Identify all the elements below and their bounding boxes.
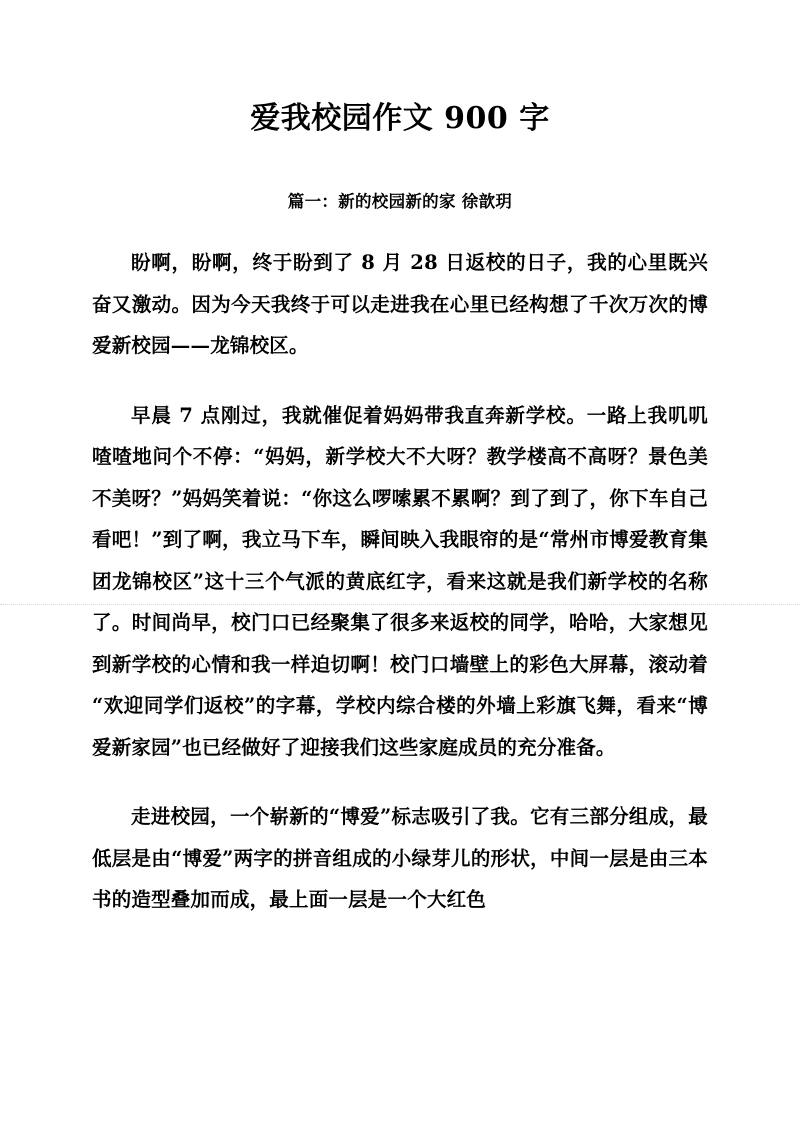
document-subtitle: 篇一：新的校园新的家 徐歆玥	[287, 192, 513, 211]
paragraph: 盼啊，盼啊，终于盼到了 8 月 28 日返校的日子，我的心里既兴奋又激动。因为今天我终于可以走进我在心里已经构想了千次万次的博爱新校园——龙锦校区。	[92, 251, 708, 357]
paragraph: 走进校园，一个崭新的“博爱”标志吸引了我。它有三部分组成，最低层是由“博爱”两字的拼音组成的小绿芽儿的形状，中间一层是由三本书的造型叠加而成，最上面一层是一个大红色	[92, 805, 708, 911]
document-body	[92, 216, 708, 921]
paragraph: 早晨 7 点刚过，我就催促着妈妈带我直奔新学校。一路上我叽叽喳喳地问个不停：“妈妈，新学校大不大呀？教学楼高不高呀？景色美不美呀？”妈妈笑着说：“你这么啰嗦累不累啊？到了到了，你下车自己看吧！”到了啊，我立马下车，瞬间映入我眼帘的是“常州市博爱教育集团龙锦校区”这十三个气派的黄底红字，看来这就是我们新学校的名称了。时间尚早，校门口已经聚集了很多来返校的同学，哈哈，大家想见到新学校的心情和我一样迫切啊！校门口墙壁上的彩色大屏幕，滚动着“欢迎同学们返校”的字幕，学校内综合楼的外墙上彩旗飞舞，看来“博爱新家园”也已经做好了迎接我们这些家庭成员的充分准备。	[92, 403, 708, 759]
page-title: 爱我校园作文 900 字	[250, 101, 550, 136]
